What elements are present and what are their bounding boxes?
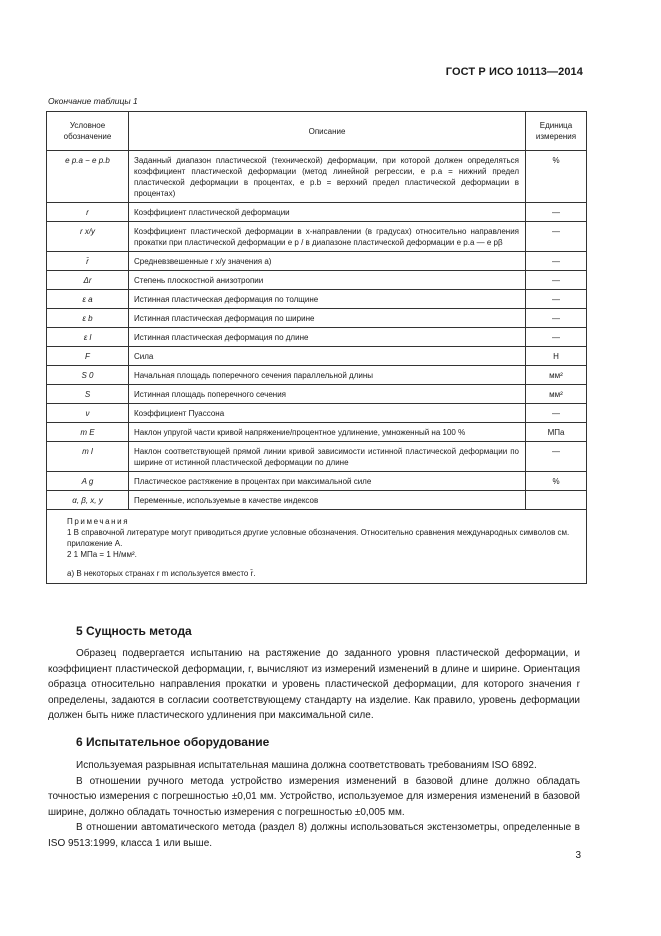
description-cell: Сила: [129, 347, 526, 366]
table-row: [47, 347, 587, 366]
section-5-body: [48, 646, 580, 724]
symbols-table: [46, 111, 587, 584]
unit-cell: %: [526, 472, 587, 491]
description-cell: Истинная пластическая деформация по ширине: [129, 309, 526, 328]
table-row: [47, 328, 587, 347]
unit-cell: —: [526, 222, 587, 252]
description-cell: Коэффициент пластической деформации в x-направлении (в градусах) относительно направления прокатки при пластической деформации e p / в диапазоне пластической деформации e p.a — e pβ: [129, 222, 526, 252]
description-cell: Истинная пластическая деформация по длине: [129, 328, 526, 347]
unit-cell: [526, 491, 587, 510]
col-unit-header: Единица измерения: [526, 112, 587, 151]
table-row: [47, 472, 587, 491]
document-header: ГОСТ Р ИСО 10113—2014: [445, 66, 583, 78]
table-row: [47, 252, 587, 271]
symbol-cell: ν: [47, 404, 129, 423]
unit-cell: —: [526, 203, 587, 222]
section-5-title: 5 Сущность метода: [76, 624, 192, 638]
table-row: [47, 404, 587, 423]
note-1: 1 В справочной литературе могут приводиться другие условные обозначения. Относительно сравнения международных символов см. приложение А.: [67, 528, 570, 548]
description-cell: Степень плоскостной анизотропии: [129, 271, 526, 290]
description-cell: Истинная пластическая деформация по толщине: [129, 290, 526, 309]
symbol-cell: S 0: [47, 366, 129, 385]
table-row: [47, 222, 587, 252]
symbol-cell: r x/y: [47, 222, 129, 252]
unit-cell: —: [526, 309, 587, 328]
table-row: [47, 385, 587, 404]
section-6-title: 6 Испытательное оборудование: [76, 735, 270, 749]
description-cell: Переменные, используемые в качестве индексов: [129, 491, 526, 510]
table-caption: Окончание таблицы 1: [48, 96, 138, 106]
paragraph: В отношении автоматического метода (раздел 8) должны использоваться экстензометры, определенные в ISO 9513:1999, класса 1 или выше.: [48, 822, 580, 849]
symbol-cell: S: [47, 385, 129, 404]
unit-cell: —: [526, 271, 587, 290]
table-header-row: [47, 112, 587, 151]
unit-cell: %: [526, 151, 587, 203]
description-cell: Начальная площадь поперечного сечения параллельной длины: [129, 366, 526, 385]
description-cell: Пластическое растяжение в процентах при максимальной силе: [129, 472, 526, 491]
table-notes: [47, 510, 587, 584]
page-number: 3: [575, 850, 581, 861]
table-row: [47, 290, 587, 309]
table-row: [47, 203, 587, 222]
unit-cell: —: [526, 252, 587, 271]
symbol-cell: r: [47, 203, 129, 222]
unit-cell: —: [526, 404, 587, 423]
description-cell: Наклон соответствующей прямой линии кривой зависимости истинной пластической деформации по ширине от истинной пластической деформации по длине: [129, 442, 526, 472]
col-symbol-header: Условное обозначение: [47, 112, 129, 151]
section-6-body: [48, 758, 580, 852]
unit-cell: —: [526, 442, 587, 472]
symbol-cell: e p.a − e p.b: [47, 151, 129, 203]
symbol-cell: m E: [47, 423, 129, 442]
unit-cell: МПа: [526, 423, 587, 442]
description-cell: Наклон упругой части кривой напряжение/процентное удлинение, умноженный на 100 %: [129, 423, 526, 442]
symbol-cell: r̄: [47, 252, 129, 271]
symbol-cell: ε b: [47, 309, 129, 328]
table-body: [47, 151, 587, 584]
symbol-cell: ε a: [47, 290, 129, 309]
description-cell: Коэффициент пластической деформации: [129, 203, 526, 222]
paragraph: Используемая разрывная испытательная машина должна соответствовать требованиям ISO 6892.: [76, 760, 537, 771]
unit-cell: Н: [526, 347, 587, 366]
symbol-cell: m l: [47, 442, 129, 472]
symbol-cell: α, β, x, y: [47, 491, 129, 510]
description-cell: Истинная площадь поперечного сечения: [129, 385, 526, 404]
table-row: [47, 151, 587, 203]
table-row: [47, 491, 587, 510]
symbol-cell: Δr: [47, 271, 129, 290]
unit-cell: —: [526, 328, 587, 347]
unit-cell: —: [526, 290, 587, 309]
table-row: [47, 366, 587, 385]
description-cell: Коэффициент Пуассона: [129, 404, 526, 423]
symbol-cell: F: [47, 347, 129, 366]
table-row: [47, 271, 587, 290]
paragraph: Образец подвергается испытанию на растяжение до заданного уровня пластической деформации, и коэффициент пластической деформации, r, вычисляют из измерений изменений в длине и ширине. Ориентация образца относительно направления прокатки и уровень пластической деформации, для которого значения r определены, задаются в согласии соответствующему стандарту на изделие. Как правило, уровень деформации должен быть ниже пластического удлинения при максимальной силе.: [48, 648, 580, 722]
table-row: [47, 309, 587, 328]
table-row: [47, 423, 587, 442]
description-cell: Заданный диапазон пластической (технической) деформации, при которой должен определяться коэффициент пластической деформации (метод линейной регрессии, e p.a = нижний предел пластической деформации в процентах, e p.b = верхний предел пластической деформации в процентах): [129, 151, 526, 203]
note-2: 2 1 МПа = 1 Н/мм².: [67, 550, 137, 559]
unit-cell: мм²: [526, 366, 587, 385]
col-description-header: Описание: [129, 112, 526, 151]
table-row: [47, 442, 587, 472]
notes-title: Примечания: [67, 517, 130, 526]
notes-row: [47, 510, 587, 584]
footnote: a) В некоторых странах r m используется вместо r̄.: [67, 569, 256, 578]
symbol-cell: ε l: [47, 328, 129, 347]
description-cell: Средневзвешенные r x/y значения a): [129, 252, 526, 271]
symbol-cell: A g: [47, 472, 129, 491]
paragraph: В отношении ручного метода устройство измерения изменений в базовой длине должно обладать точностью измерения с погрешностью ±0,01 мм. Устройство, используемое для измерения изменений в базовой ширине, должно обладать точностью измерения с погрешностью ±0,005 мм.: [48, 775, 580, 818]
unit-cell: мм²: [526, 385, 587, 404]
